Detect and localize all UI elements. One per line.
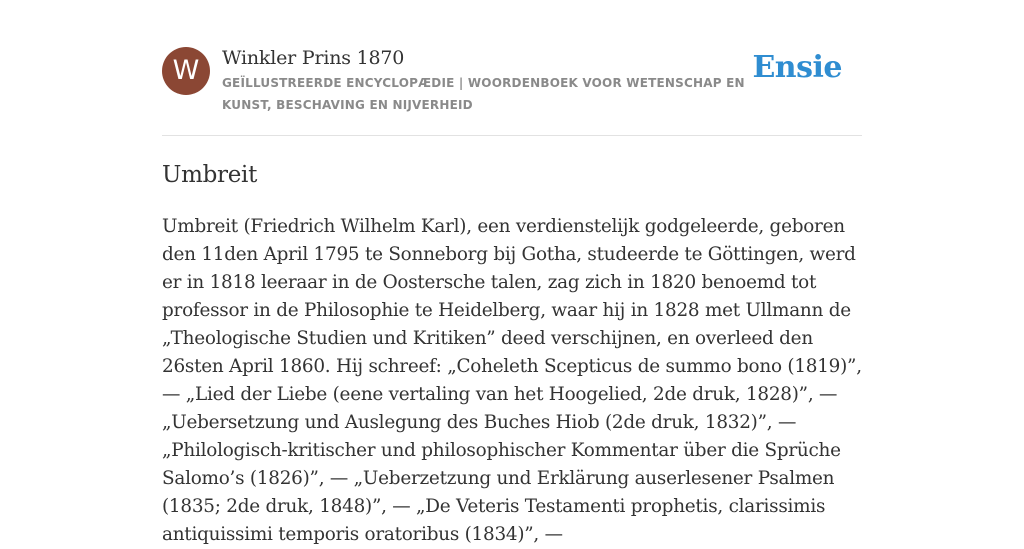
ensie-logo[interactable]: Ensie [752, 50, 842, 85]
entry-body: Umbreit (Friedrich Wilhelm Karl), een verdienstelijk godgeleerde, geboren den 11den April 1795 te Sonneborg bij Gotha, studeerde te Göttingen, werd er in 1818 leeraar in de Oostersche talen, zag zich in 1820 benoemd tot professor in de Philosophie te Heidelberg, waar hij in 1828 met Ullmann de „Theologische Studien und Kritiken” deed verschijnen, en overleed den 26sten April 1860. Hij schreef: „Coheleth Scepticus de summo bono (1819)”, — „Lied der Liebe (eene vertaling van het Hoogelied, 2de druk, 1828)”, — „Uebersetzung und Auslegung des Buches Hiob (2de druk, 1832)”, — „Philologisch-kritischer und philosophischer Kommentar über die Sprüche Salomo’s (1826)”, — „Ueberzetzung und Erklärung auserlesener Psalmen (1835; 2de druk, 1848)”, — „De Veteris Testamenti prophetis, clarissimis antiquissimi temporis oratoribus (1834)”, — [162, 216, 862, 545]
page [162, 0, 862, 549]
source-avatar[interactable]: W [162, 47, 210, 95]
entry-title: Umbreit [162, 162, 258, 188]
source-subtitle: GEÏLLUSTREERDE ENCYCLOPÆDIE | WOORDENBOEK VOOR WETENSCHAP EN KUNST, BESCHAVING EN NIJVERHEID [222, 76, 745, 112]
source-header [162, 46, 862, 136]
source-title[interactable]: Winkler Prins 1870 [222, 47, 405, 69]
source-info [222, 46, 752, 116]
